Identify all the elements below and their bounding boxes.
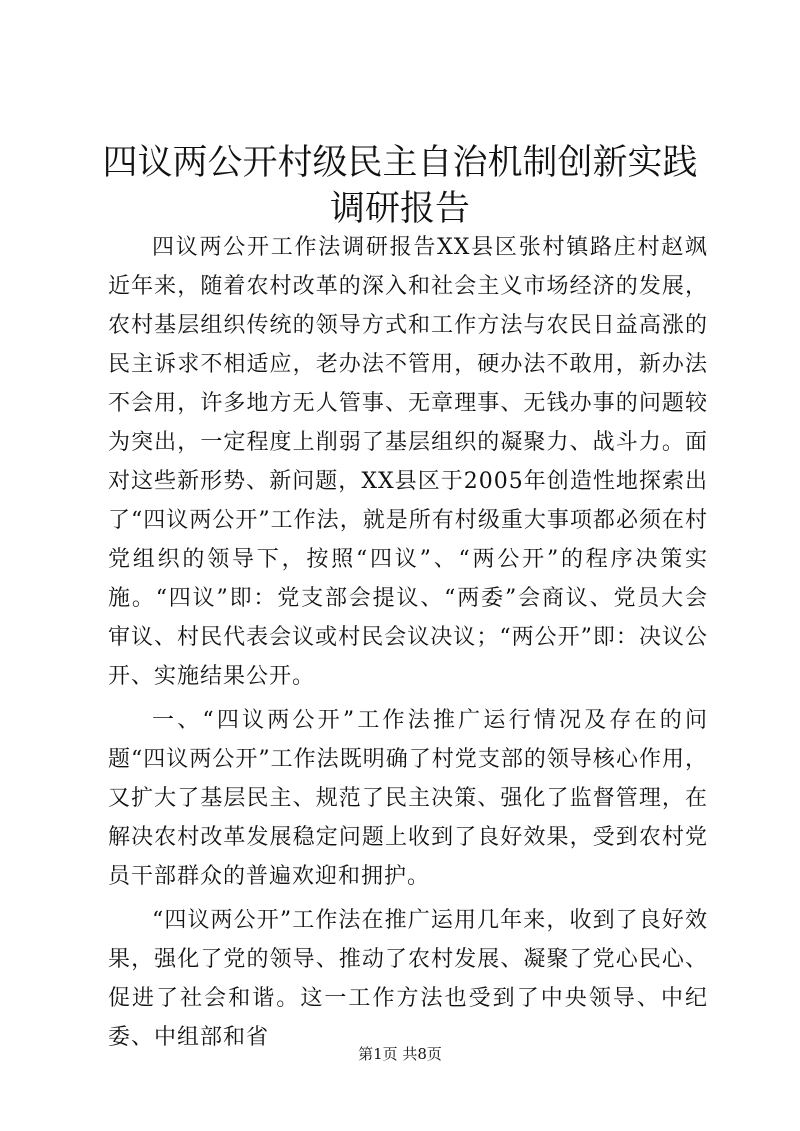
document-body bbox=[108, 228, 708, 1057]
paragraph-section-one: 一、“四议两公开”工作法推广运行情况及存在的问题“四议两公开”工作法既明确了村党支部的领导核心作用，又扩大了基层民主、规范了民主决策、强化了监督管理，在解决农村改革发展稳定问题上收到了良好效果，受到农村党员干部群众的普遍欢迎和拥护。 bbox=[108, 708, 708, 889]
document-title: 四议两公开村级民主自治机制创新实践调研报告 bbox=[102, 143, 698, 229]
page-number: 第1页 共8页 bbox=[358, 1045, 442, 1063]
paragraph-intro: 四议两公开工作法调研报告XX县区张村镇路庄村赵飒近年来，随着农村改革的深入和社会主义市场经济的发展，农村基层组织传统的领导方式和工作方法与农民日益高涨的民主诉求不相适应，老办法不管用，硬办法不敢用，新办法不会用，许多地方无人管事、无章理事、无钱办事的问题较为突出，一定程度上削弱了基层组织的凝聚力、战斗力。面对这些新形势、新问题，XX县区于2005年创造性地探索出了“四议两公开”工作法，就是所有村级重大事项都必须在村党组织的领导下，按照“四议”、“两公开”的程序决策实施。“四议”即：党支部会提议、“两委”会商议、党员大会审议、村民代表会议或村民会议决议；“两公开”即：决议公开、实施结果公开。 bbox=[108, 235, 708, 689]
paragraph-results: “四议两公开”工作法在推广运用几年来，收到了良好效果，强化了党的领导、推动了农村发展、凝聚了党心民心、促进了社会和谐。这一工作方法也受到了中央领导、中纪委、中组部和省 bbox=[108, 908, 708, 1050]
